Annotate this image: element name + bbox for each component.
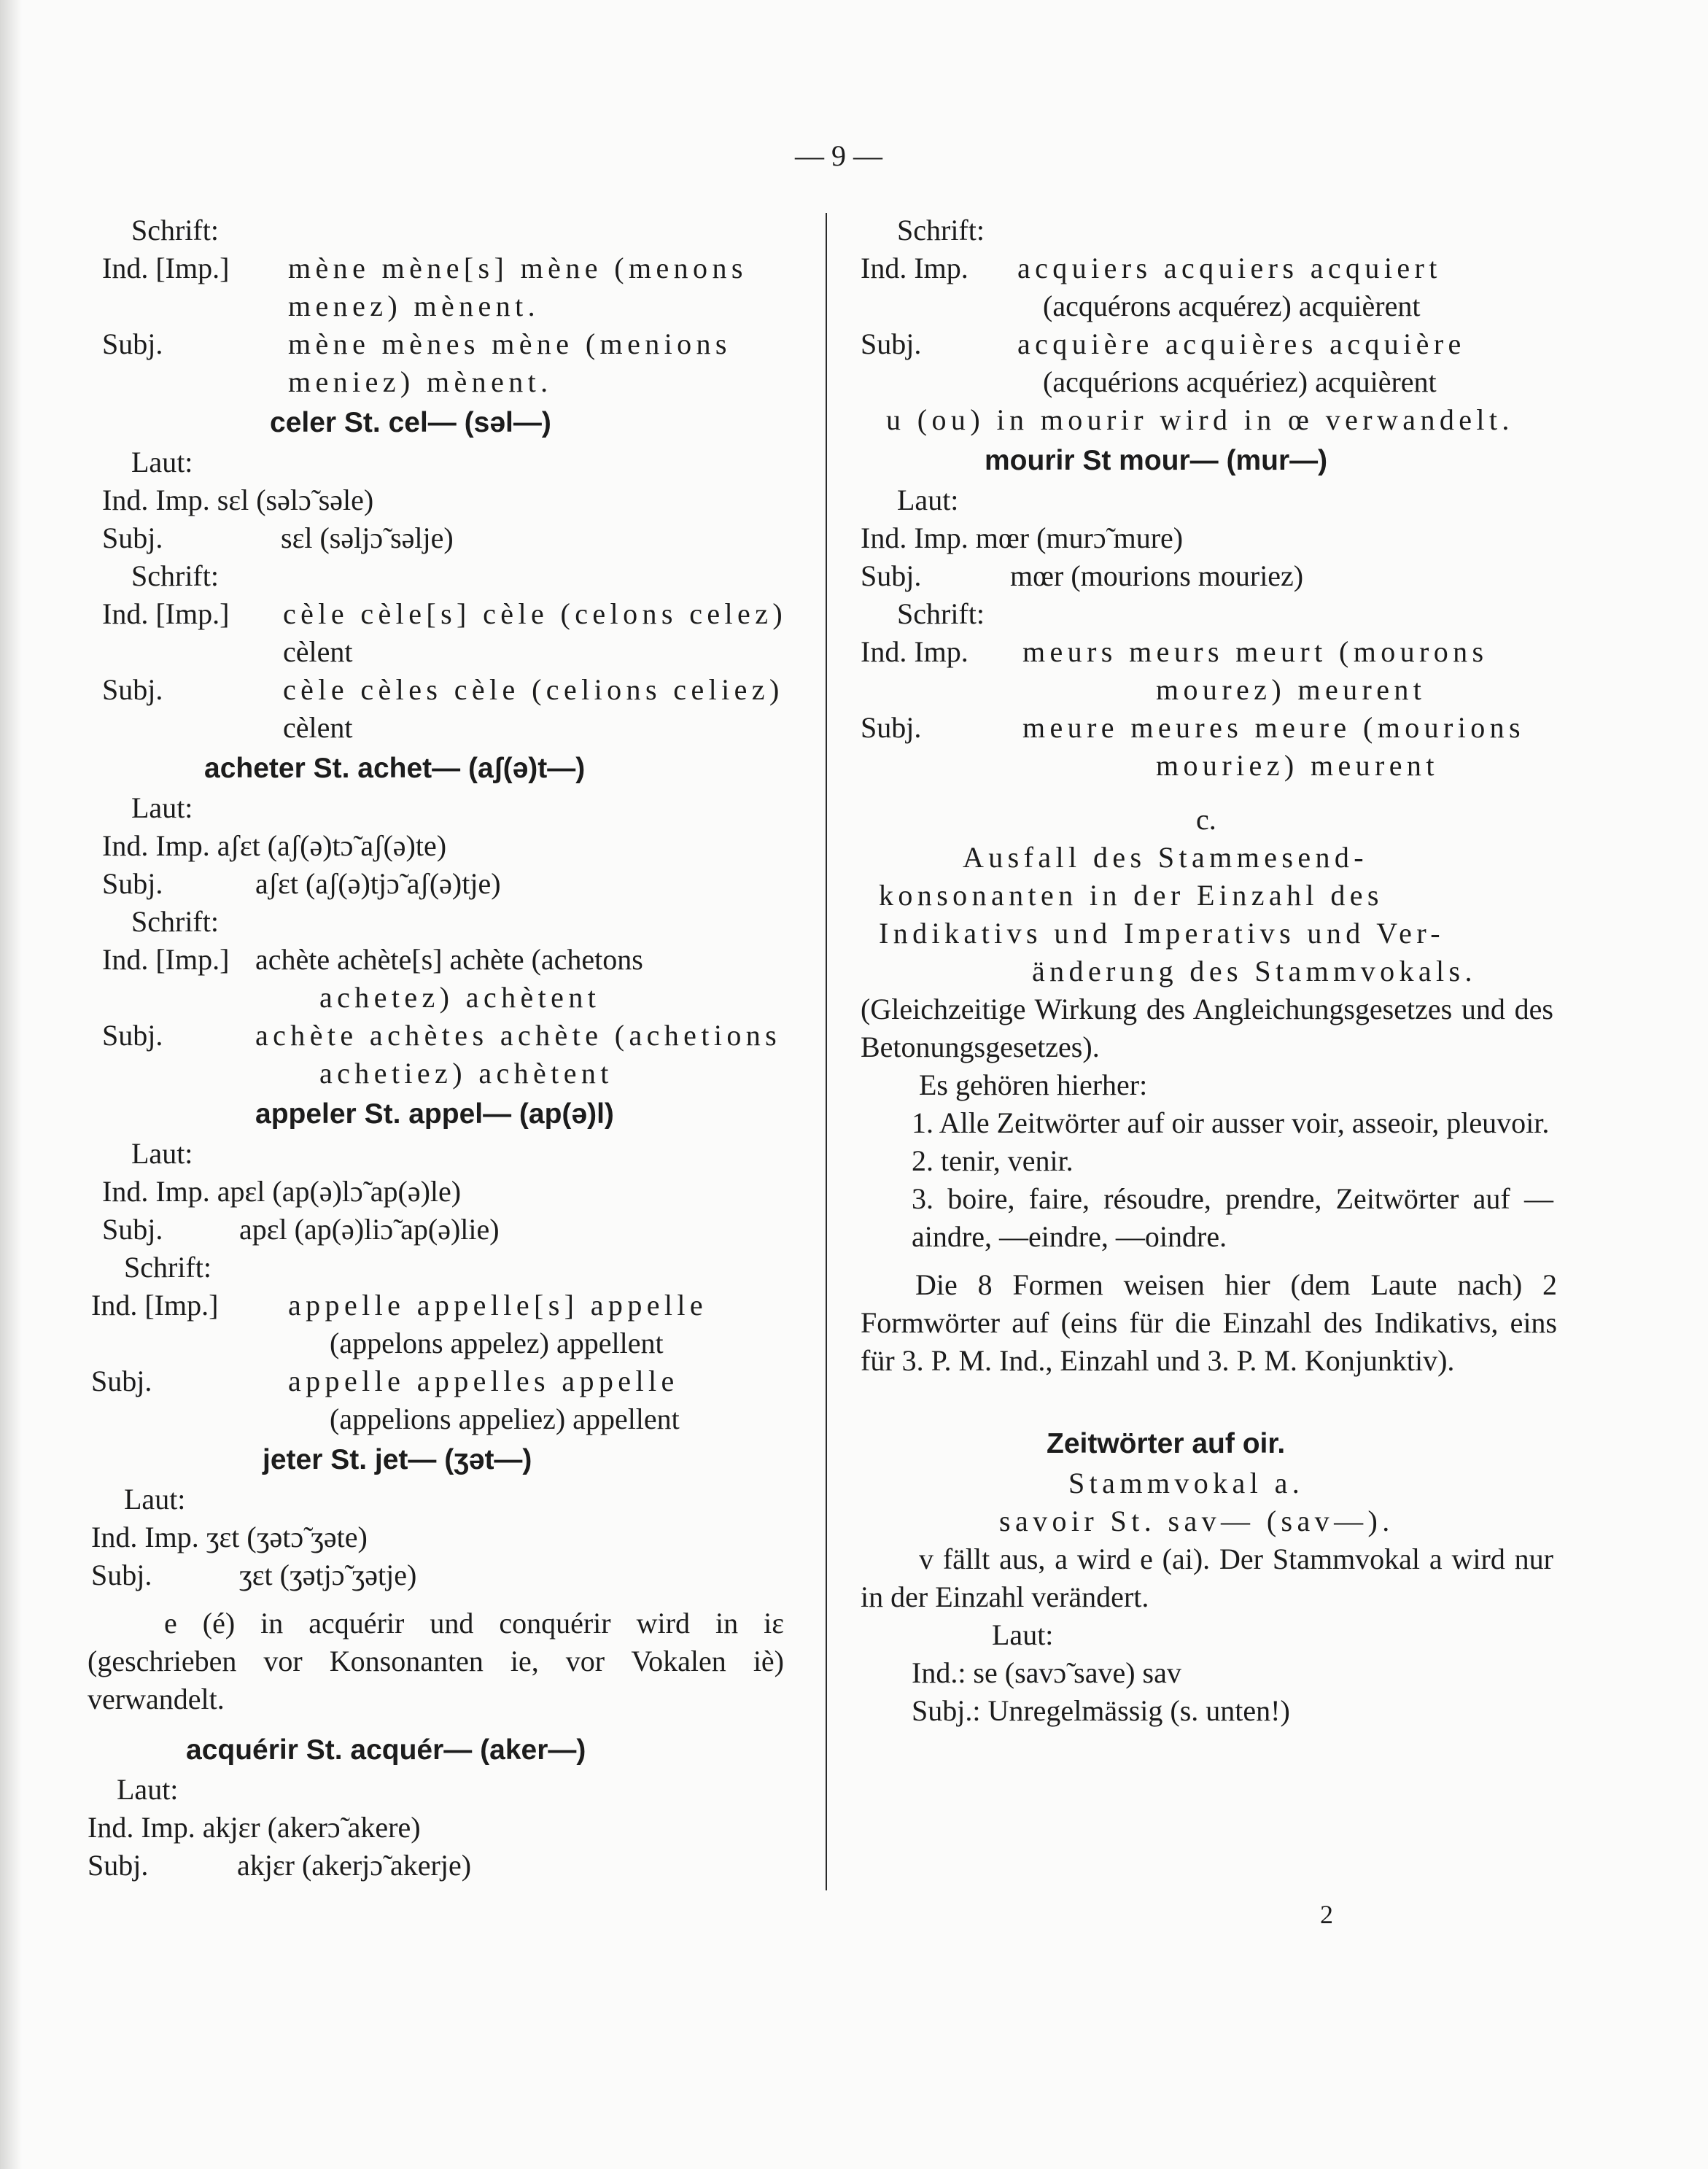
celer-s-subj: Subj. cèle cèles cèle (celions celiez): [102, 673, 784, 706]
section-c-title-2: konsonanten in der Einzahl des: [879, 879, 1383, 912]
acheter-subj: Subj. aʃɛt (aʃ(ə)tjɔ̃ aʃ(ə)tje): [102, 867, 501, 900]
acheter-ind: Ind. Imp. aʃɛt (aʃ(ə)tɔ̃ aʃ(ə)te): [102, 829, 447, 862]
list-item-1: 1. Alle Zeitwörter auf oir ausser voir, asseoir, pleuvoir.: [912, 1106, 1550, 1139]
mourir-ind: Ind. Imp. mœr (murɔ̃ mure): [861, 521, 1184, 554]
left-column: [88, 212, 802, 1885]
mourir-laut: Laut:: [897, 484, 959, 516]
jeter-subj: Subj. ʒɛt (ʒətjɔ̃ ʒətje): [91, 1559, 417, 1591]
mourir-schrift: Schrift:: [897, 597, 985, 630]
list-item-2: 2. tenir, venir.: [912, 1144, 1074, 1177]
savoir-desc: v fällt aus, a wird e (ai). Der Stammvokal a wird nur in der Einzahl verändert.: [861, 1543, 1553, 1613]
acquerir-subj: Subj. akjɛr (akerjɔ̃ akerje): [88, 1849, 472, 1882]
appeler-s-ind: Ind. [Imp.] appelle appelle[s] appelle: [91, 1289, 708, 1322]
heading-jeter: jeter St. jet— (ʒət—): [263, 1444, 532, 1475]
appeler-s-subj-cont: (appelions appeliez) appellent: [330, 1402, 680, 1435]
celer-subj: Subj. sɛl (səljɔ̃ səlje): [102, 521, 454, 554]
list-item-3: 3. boire, faire, résoudre, prendre, Zeitwörter auf —aindre, —eindre, —oindre.: [912, 1182, 1553, 1253]
mene-ind-line: Ind. [Imp.] mène mène[s] mène (menons: [102, 252, 748, 284]
section-letter-c: c.: [1196, 803, 1216, 836]
appeler-s-subj: Subj. appelle appelles appelle: [91, 1365, 679, 1397]
acheter-laut: Laut:: [131, 791, 193, 824]
celer-s-ind: Ind. [Imp.] cèle cèle[s] cèle (celons celez): [102, 597, 788, 630]
acquerir-s-ind: Ind. Imp. acquiers acquiers acquiert: [861, 252, 1442, 284]
acquerir-s-ind-cont: (acquérons acquérez) acquièrent: [1043, 290, 1421, 322]
celer-schrift: Schrift:: [131, 559, 219, 592]
heading-zeitwoerter-oir: Zeitwörter auf oir.: [1047, 1428, 1286, 1459]
section-c-summary: Die 8 Formen weisen hier (dem Laute nach) 2 Formwörter auf (eins für die Einzahl des Indikativs, eins für 3. P. M. Ind., Einzahl und 3. P. M. Konjunktiv).: [861, 1268, 1557, 1377]
mourir-subj: Subj. mœr (mourions mouriez): [861, 559, 1304, 592]
signature-mark: 2: [1320, 1900, 1333, 1929]
acheter-s-subj-cont: achetiez) achètent: [319, 1057, 613, 1090]
acheter-s-ind: Ind. [Imp.] achète achète[s] achète (achetons: [102, 943, 643, 976]
mene-subj-line: Subj. mène mènes mène (menions: [102, 327, 731, 360]
savoir-ind: Ind.: se (savɔ̃ save) sav: [912, 1656, 1181, 1689]
acquerir-schrift: Schrift:: [897, 214, 985, 247]
appeler-subj: Subj. apɛl (ap(ə)liɔ̃ ap(ə)lie): [102, 1213, 500, 1246]
jeter-ind: Ind. Imp. ʒɛt (ʒətɔ̃ ʒəte): [91, 1521, 368, 1553]
savoir-laut: Laut:: [992, 1618, 1054, 1651]
section-c-intro: Es gehören hierher:: [919, 1068, 1148, 1101]
celer-laut: Laut:: [131, 446, 193, 478]
mourir-s-ind: Ind. Imp. meurs meurs meurt (mourons: [861, 635, 1488, 668]
mene-ind-cont: menez) mènent.: [288, 290, 540, 322]
mourir-s-subj-cont: mouriez) meurent: [1156, 749, 1439, 782]
savoir-subj: Subj.: Unregelmässig (s. unten!): [912, 1694, 1290, 1727]
mene-subj-cont: meniez) mènent.: [288, 365, 553, 398]
acquerir-s-subj-cont: (acquérions acquériez) acquièrent: [1043, 365, 1437, 398]
right-column: [861, 212, 1590, 1730]
acheter-schrift: Schrift:: [131, 905, 219, 938]
heading-acheter: acheter St. achet— (aʃ(ə)t—): [204, 753, 586, 784]
celer-ind: Ind. Imp. sɛl (səlɔ̃ səle): [102, 484, 374, 516]
rule-mourir: u (ou) in mourir wird in œ verwandelt.: [886, 403, 1514, 436]
celer-s-subj-cont: cèlent: [283, 711, 353, 744]
savoir-line: savoir St. sav— (sav—).: [999, 1505, 1394, 1537]
acquerir-s-subj: Subj. acquière acquières acquière: [861, 327, 1466, 360]
appeler-laut: Laut:: [131, 1137, 193, 1170]
acheter-s-subj: Subj. achète achètes achète (achetions: [102, 1019, 782, 1052]
page-number: — 9 —: [795, 139, 882, 172]
acheter-s-ind-cont: achetez) achètent: [319, 981, 601, 1014]
mourir-s-ind-cont: mourez) meurent: [1156, 673, 1426, 706]
heading-mourir: mourir St mour— (mur—): [985, 445, 1328, 476]
section-c-note: (Gleichzeitige Wirkung des Angleichungsgesetzes und des Betonungsgesetzes).: [861, 993, 1553, 1063]
column-divider: [826, 213, 827, 1890]
mourir-s-subj: Subj. meure meures meure (mourions: [861, 711, 1526, 744]
schrift-label: Schrift:: [131, 214, 219, 247]
stammvokal-a: Stammvokal a.: [1068, 1467, 1305, 1499]
section-c-title-3: Indikativs und Imperativs und Ver-: [879, 917, 1445, 950]
page-edge-shadow: [0, 0, 22, 2169]
appeler-schrift: Schrift:: [124, 1251, 211, 1284]
section-c-title-1: Ausfall des Stammesend-: [963, 841, 1369, 874]
appeler-ind: Ind. Imp. apɛl (ap(ə)lɔ̃ ap(ə)le): [102, 1175, 462, 1208]
rule-acquerir: e (é) in acquérir und conquérir wird in iɛ (geschrieben vor Konsonanten ie, vor Vokalen iè) verwandelt.: [88, 1607, 784, 1715]
section-c-title-4: änderung des Stammvokals.: [1032, 955, 1477, 988]
heading-acquerir: acquérir St. acquér— (aker—): [186, 1734, 586, 1766]
jeter-laut: Laut:: [124, 1483, 186, 1516]
heading-celer: celer St. cel— (səl—): [270, 407, 551, 438]
celer-s-ind-cont: cèlent: [283, 635, 353, 668]
appeler-s-ind-cont: (appelons appelez) appellent: [330, 1327, 664, 1359]
acquerir-ind: Ind. Imp. akjɛr (akerɔ̃ akere): [88, 1811, 421, 1844]
acquerir-laut: Laut:: [117, 1773, 179, 1806]
heading-appeler: appeler St. appel— (ap(ə)l): [255, 1098, 614, 1130]
